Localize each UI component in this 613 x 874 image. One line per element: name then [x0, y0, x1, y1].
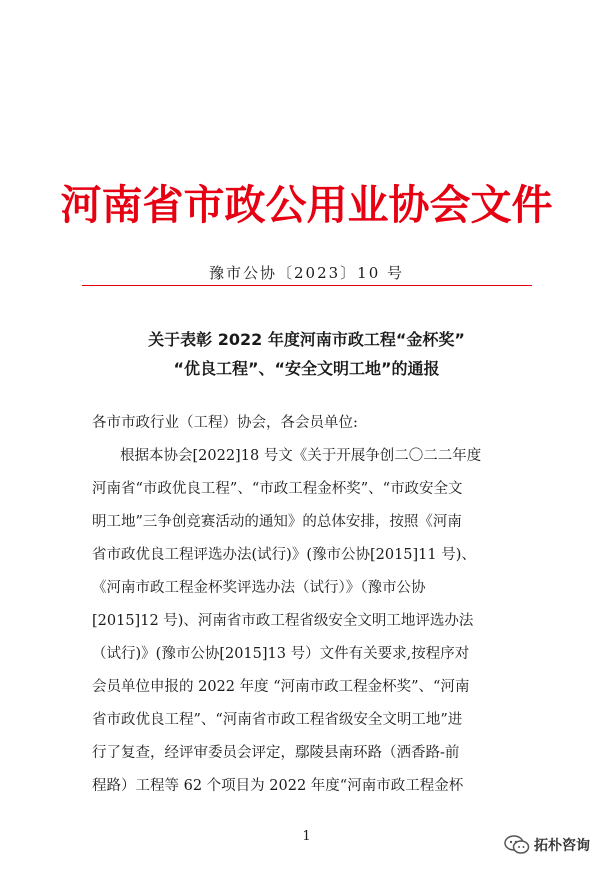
document-number: 豫市公协〔2023〕10 号	[208, 264, 405, 282]
page-number: 1	[302, 829, 311, 844]
watermark-text: 拓朴咨询	[534, 838, 590, 854]
salutation: 各市市政行业（工程）协会，各会员单位:	[92, 415, 358, 431]
body-line: （试行)》(豫市公协[2015]13 号）文件有关要求,按程序对	[92, 646, 470, 662]
body-line: 河南省“市政优良工程”、“市政工程金杯奖”、“市政安全文	[92, 481, 463, 497]
red-divider-line	[82, 285, 532, 286]
body-line: 行了复查，经评审委员会评定，鄢陵县南环路（洒香路-前	[92, 745, 460, 761]
body-line: 明工地”三争创竞赛活动的通知》的总体安排，按照《河南	[92, 514, 462, 530]
body-line: 程路）工程等 62 个项目为 2022 年度“河南市政工程金杯	[92, 778, 464, 794]
body-line: 《河南市政工程金杯奖评选办法（试行）》（豫市公协	[92, 580, 426, 596]
body-line: 会员单位申报的 2022 年度 “河南市政工程金杯奖”、“河南	[92, 679, 470, 695]
watermark	[504, 835, 590, 855]
body-line: 省市政优良工程”、“河南省市政工程省级安全文明工地”进	[92, 712, 463, 728]
body-line: [2015]12 号)、河南省市政工程省级安全文明工地评选办法	[92, 613, 474, 629]
wechat-icon	[504, 835, 530, 855]
document-header-title: 河南省市政公用业协会文件	[60, 181, 553, 229]
body-line: 省市政优良工程评选办法(试行)》(豫市公协[2015]11 号)、	[92, 547, 476, 563]
notice-title-line-2: “优良工程”、“安全文明工地”的通报	[173, 359, 440, 378]
notice-title-line-1: 关于表彰 2022 年度河南市政工程“金杯奖”	[148, 330, 465, 349]
body-line: 根据本协会[2022]18 号文《关于开展争创二〇二二年度	[120, 448, 482, 464]
